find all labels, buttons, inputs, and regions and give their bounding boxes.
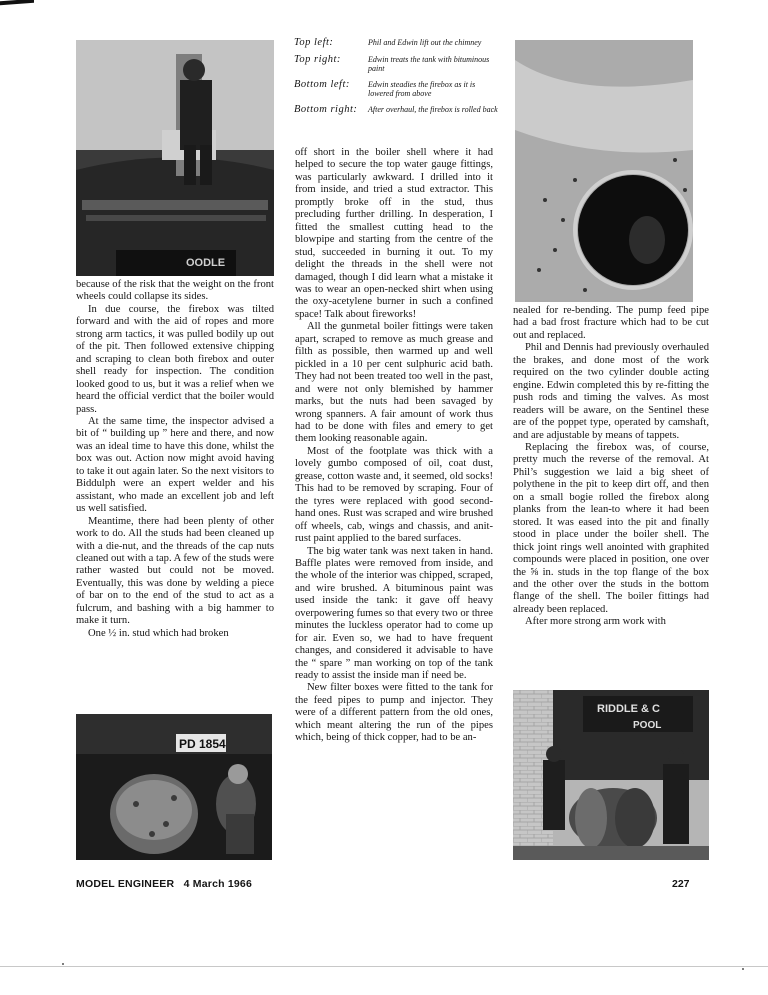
caption-bottom-right (294, 105, 498, 115)
scan-speck (62, 963, 64, 965)
caption-text: After overhaul, the firebox is rolled back (368, 105, 498, 114)
photo-bottom-right-sign-1: RIDDLE & C (597, 703, 660, 715)
paragraph: In due course, the firebox was tilted forward and with the aid of ropes and more strong arm tactics, it was pulled bodily up out of the pit. Then followed extensive chipping and scraping to clean both firebox and outer shell ready for inspection. The condition looked good to us, but it was a relief when we heard the official verdict that the boiler would pass. (76, 303, 274, 415)
paragraph: One ½ in. stud which had broken (88, 627, 229, 639)
footer-magazine-date: MODEL ENGINEER 4 March 1966 (76, 878, 252, 890)
paragraph: At the same time, the inspector advised a bit of “ building up ” here and there, and now was an ideal time to have this done, whilst the box was out. Action now might avoid having to take it out again later. So the next visitors to Biddulph were an expert welder and his assistant, who made an excellent job and left us well satisfied. (76, 415, 274, 515)
photo-bottom-right (513, 690, 709, 860)
caption-top-right (294, 55, 498, 73)
photo-bottom-left (76, 714, 272, 860)
paragraph: Meantime, there had been plenty of other work to do. All the studs had been cleaned up with a die-nut, and the threads of the cap nuts cleaned out with a tap. A few of the studs were rather wasted but could not be moved. Eventually, this was done by welding a piece of bar on to the end of the stud to act as a fulcrum, and bashing with a big hammer to make it turn. (76, 515, 274, 627)
photo-top-right (515, 40, 693, 302)
article-column-1 (76, 279, 274, 640)
caption-key: Bottom left: (294, 79, 350, 90)
caption-text: Edwin steadies the firebox as it is lowered from above (368, 80, 476, 98)
footer-page-number: 227 (672, 878, 690, 890)
article-column-2 (295, 147, 493, 745)
photo-top-right-image (515, 40, 693, 302)
article-column-3 (513, 305, 709, 629)
paragraph: off short in the boiler shell where it had helped to secure the top water gauge fittings, was particularly awkward. I drilled into it from inside, and tried a stud extractor. This promptly broke off in the stud, thus precluding further drilling. In desperation, I fitted the smallest cutting head to the blowpipe and starting from the centre of the stud, succeeded in burning it out. To my delight the threads in the shell were not damaged, though I did learn what a mistake it was to wear an open-necked shirt when using the oxy-acetylene burner in such a confined space! Talk about fireworks! (295, 147, 493, 320)
photo-top-left-image (76, 40, 274, 276)
photo-bottom-left-image (76, 714, 272, 860)
paragraph: The big water tank was next taken in hand. Baffle plates were removed from inside, and the whole of the interior was chipped, scraped, and wire brushed. A bituminous paint was used inside the tank: it gave off heavy overpowering fumes so that every two or three minutes the luckless operator had to come up for air. Even so, we had to have frequent changes, and considered it advisable to have the “ spare ” man working on top of the tank ready to assist the inside man if need be. (295, 545, 493, 682)
scan-edge-mark (0, 0, 34, 5)
paragraph: All the gunmetal boiler fittings were taken apart, scraped to remove as much grease and filth as possible, then warmed up and well pickled in a 10 per cent sulphuric acid bath. They had not been treated too well in the past, and were not only blemished by hammer marks, but the nuts had been savaged by wrong spanners. A fair amount of work thus had to be done with files and emery to get them looking reasonable again. (295, 321, 493, 445)
caption-text: Edwin treats the tank with bituminous paint (368, 55, 490, 73)
paragraph: nealed for re-bending. The pump feed pipe had a bad frost fracture which had to be cut out and replaced. (513, 305, 709, 341)
caption-key: Top right: (294, 54, 341, 65)
photo-bottom-left-plate: PD 1854 (179, 737, 226, 751)
photo-bottom-right-image (513, 690, 709, 860)
caption-text: Phil and Edwin lift out the chimney (368, 38, 482, 47)
paragraph: Replacing the firebox was, of course, pretty much the reverse of the removal. At Phil’s suggestion we laid a big sheet of polythene in the pit to keep dirt off, and then on a small bogie rolled the firebox along planks from the lean-to where it had been stored. It was eased into the pit and finally stood in place under the boiler shell. The thick joint rings well anointed with graphited compounds were placed in position, one over the ⅝ in. studs in the top flange of the box and the other over the studs in the bottom flange of the shell. The boiler fittings had already been replaced. (513, 441, 709, 615)
paragraph: Phil and Dennis had previously overhauled the brakes, and done most of the work required on the two cylinder double acting engine. Edwin completed this by re-fitting the push rods and timing the valves. As most readers will be aware, on the Sentinel these are of the poppet type, operated by camshaft, and are adjustable by means of tappets. (513, 342, 709, 441)
photo-captions (294, 38, 498, 122)
paragraph: because of the risk that the weight on the front wheels could collapse its sides. (76, 279, 274, 303)
scan-speck (742, 968, 744, 970)
caption-top-left (294, 38, 498, 48)
paragraph: After more strong arm work with (525, 616, 666, 628)
paragraph: Most of the footplate was thick with a lovely gumbo composed of oil, coat dust, grease, cotton waste and, it seemed, old socks! This had to be removed by scraping. Four of the tyres were replaced with good second-hand ones. Rust was scraped and wire brushed off wheels, cab, wings and chassis, and anit-rust paint applied to the bared surfaces. (295, 445, 493, 545)
photo-top-left-plate: OODLE (186, 257, 226, 269)
paragraph: New filter boxes were fitted to the tank for the feed pipes to pump and injector. They were of a different pattern from the old ones, which meant altering the run of the pipes which, being of thick copper, had to be an- (295, 682, 493, 744)
photo-top-left (76, 40, 274, 276)
caption-bottom-left (294, 80, 498, 98)
caption-key: Bottom right: (294, 104, 358, 115)
scan-bottom-edge (0, 966, 768, 967)
photo-bottom-right-sign-2: POOL (633, 720, 662, 731)
caption-key: Top left: (294, 37, 334, 48)
